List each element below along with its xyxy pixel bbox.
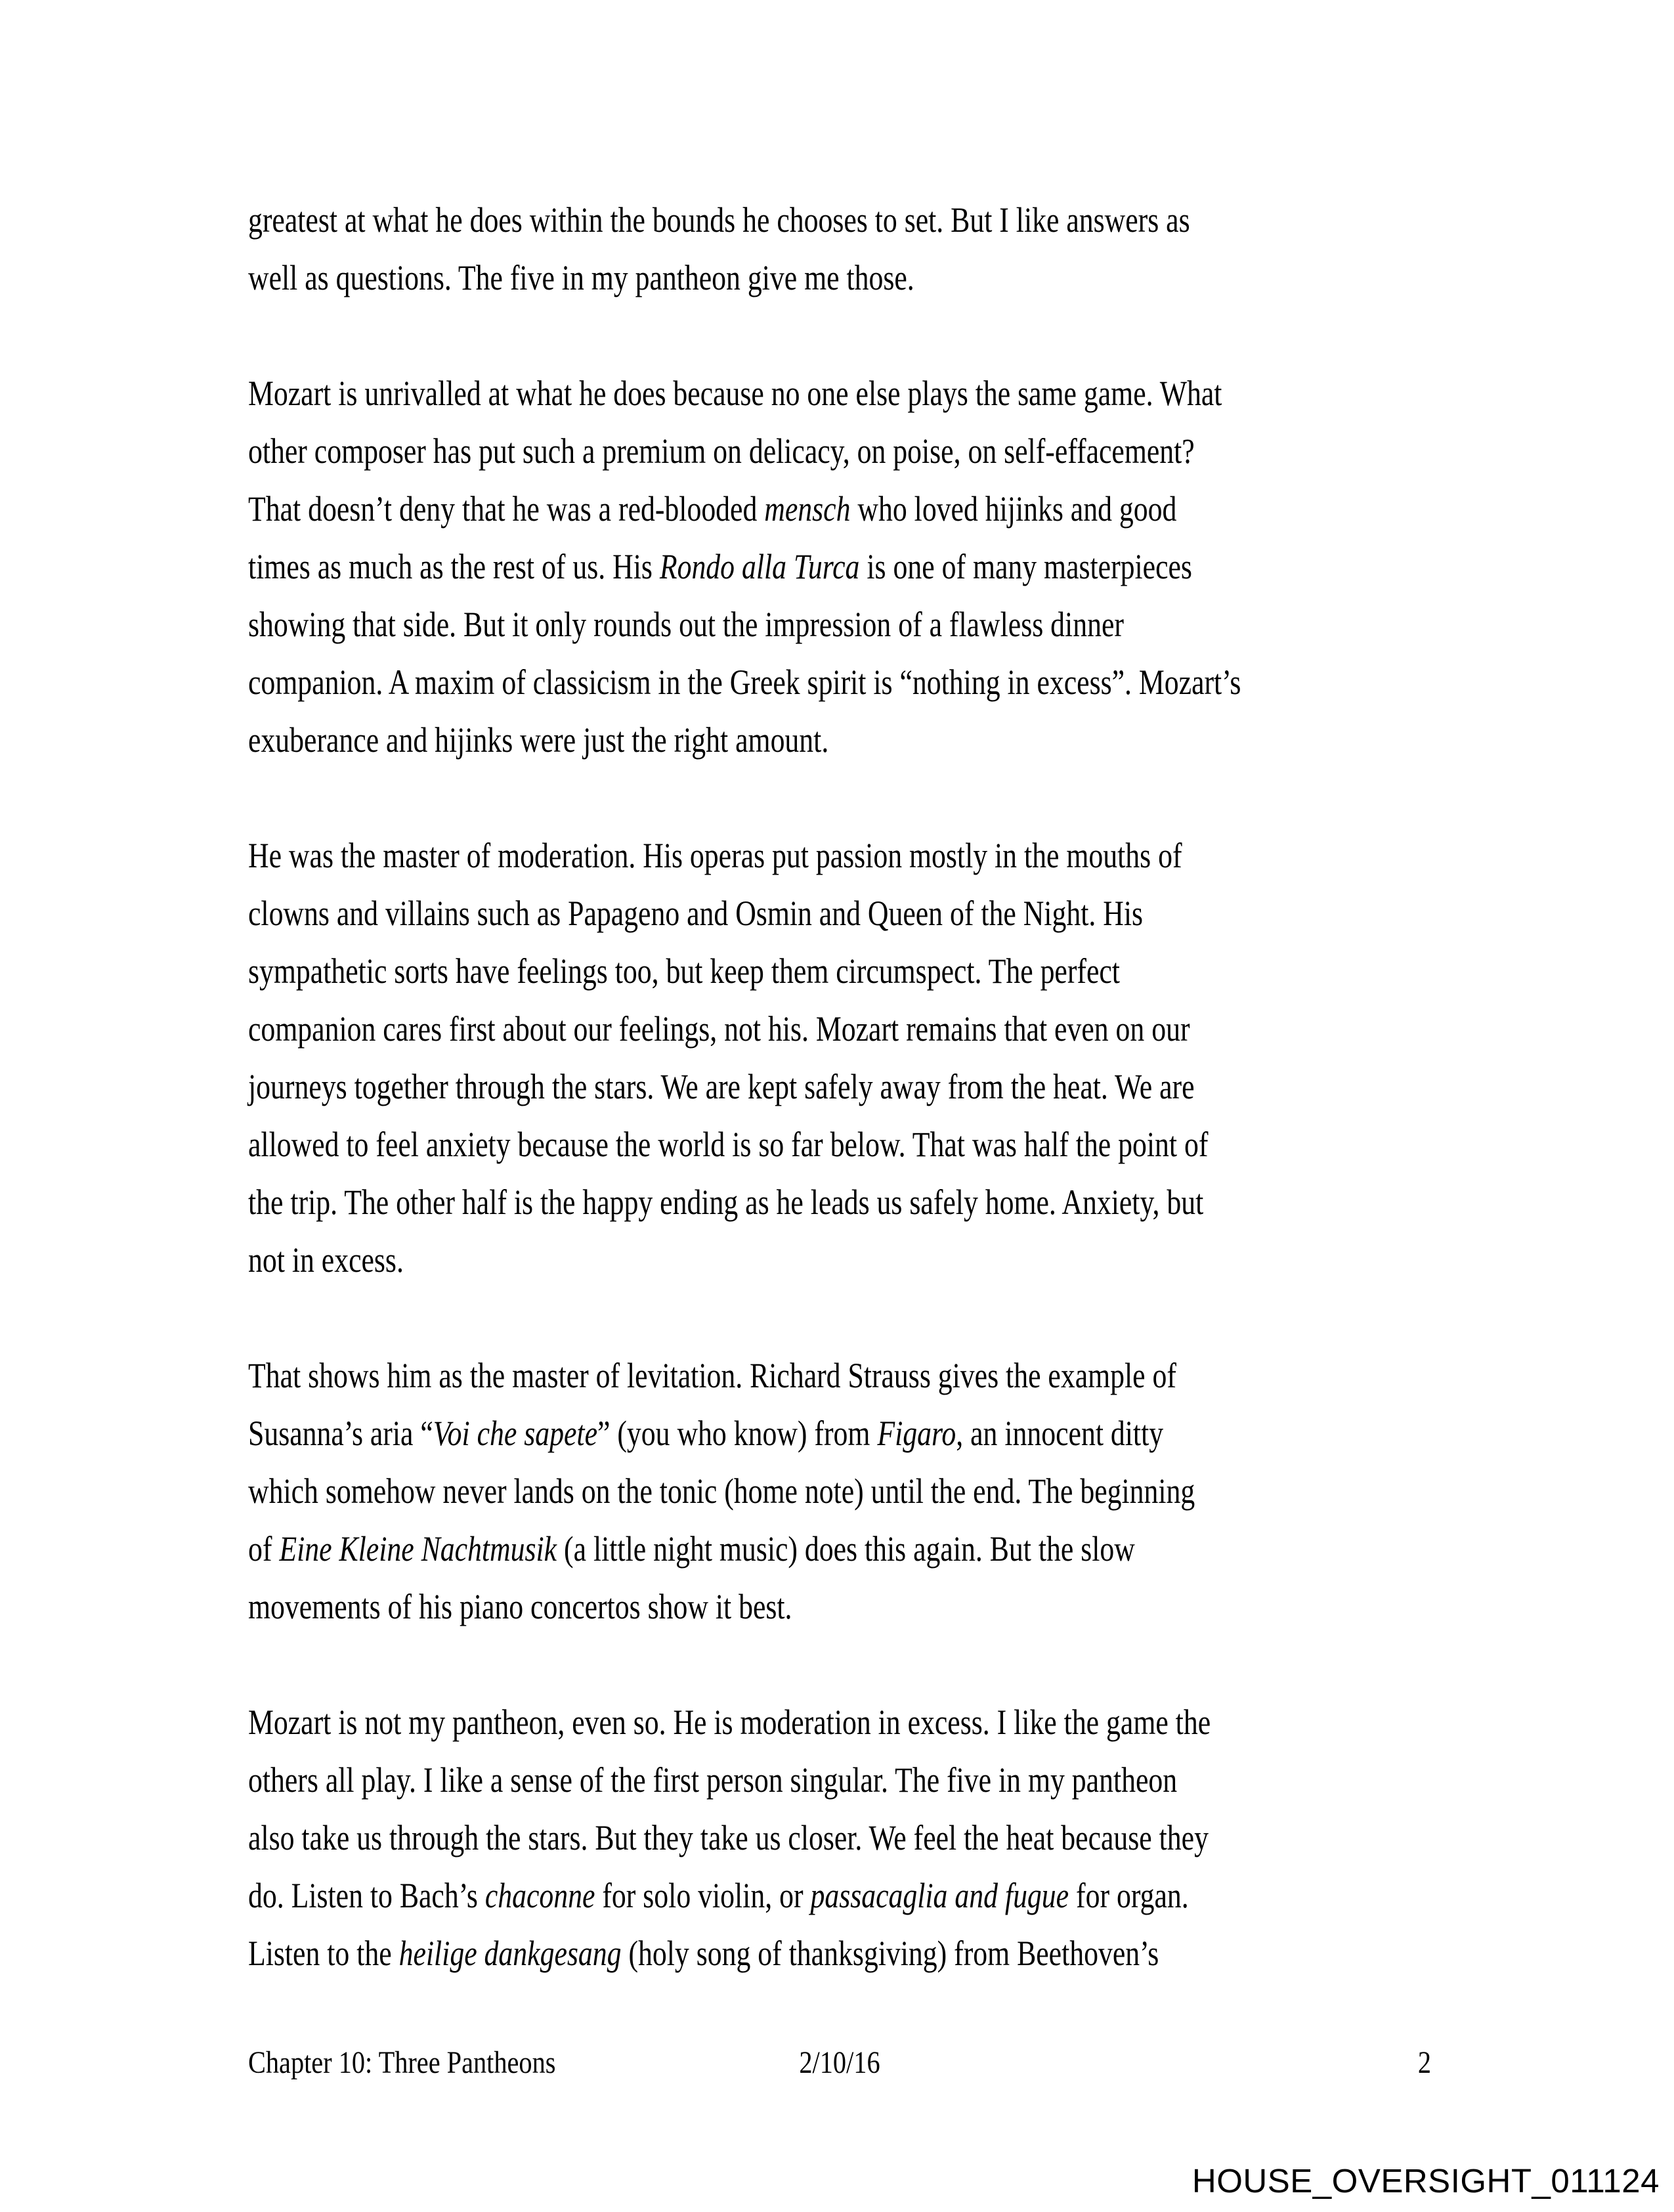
text-line [248, 1462, 1211, 1520]
text-line [248, 1751, 1211, 1809]
text-run: for solo violin, or [595, 1876, 811, 1915]
paragraph [248, 191, 1436, 307]
text-line [248, 1116, 1211, 1173]
footer-page-number: 2 [1417, 2045, 1431, 2080]
text-line [248, 1578, 1211, 1636]
text-run: , an innocent ditty [956, 1414, 1164, 1453]
text-run: Listen to the [248, 1934, 399, 1973]
text-run: who loved hijinks and good [850, 489, 1177, 529]
italic-run: heilige dankgesang [398, 1934, 622, 1973]
text-line [248, 1520, 1211, 1578]
text-line [248, 249, 1211, 307]
text-line [248, 653, 1241, 711]
text-run: others all play. I like a sense of the first person singular. The five in my pantheon [248, 1760, 1178, 1800]
text-run: (a little night music) does this again. But the slow [557, 1529, 1135, 1569]
text-run: is one of many masterpieces [859, 547, 1192, 586]
italic-run: Voi che sapete [433, 1414, 598, 1453]
italic-run: Rondo alla Turca [659, 547, 860, 586]
footer-chapter-title: Chapter 10: Three Pantheons [248, 2045, 556, 2080]
text-run: That doesn’t deny that he was a red-blooded [248, 489, 765, 529]
text-run: not in excess. [248, 1240, 404, 1280]
text-line [248, 1693, 1211, 1751]
text-line [248, 480, 1211, 538]
text-line [248, 538, 1211, 596]
text-run: Susanna’s aria “ [248, 1414, 433, 1453]
text-line [248, 1231, 1211, 1289]
text-run: Mozart is not my pantheon, even so. He is moderation in excess. I like the game the [248, 1702, 1211, 1742]
text-run: showing that side. But it only rounds out the impression of a flawless dinner [248, 605, 1124, 644]
text-run: ” (you who know) from [597, 1414, 878, 1453]
text-line [248, 1924, 1211, 1982]
text-run: (holy song of thanksgiving) from Beethoven’s [621, 1934, 1159, 1973]
footer-date: 2/10/16 [799, 2045, 880, 2080]
italic-run: chaconne [484, 1876, 595, 1915]
text-run: of [248, 1529, 280, 1569]
paragraph [248, 827, 1436, 1289]
bates-stamp: HOUSE_OVERSIGHT_011124 [1191, 2162, 1660, 2200]
text-line [248, 942, 1211, 1000]
text-run: companion cares first about our feelings, not his. Mozart remains that even on our [248, 1009, 1190, 1049]
text-line [248, 191, 1211, 249]
text-line [248, 1173, 1211, 1231]
text-run: other composer has put such a premium on delicacy, on poise, on self-effacement? [248, 431, 1195, 471]
text-run: Mozart is unrivalled at what he does because no one else plays the same game. What [248, 374, 1222, 413]
italic-run: passacaglia and fugue [810, 1876, 1069, 1915]
paragraph [248, 364, 1436, 769]
text-run: movements of his piano concertos show it best. [248, 1587, 792, 1626]
text-line [248, 1404, 1211, 1462]
text-run: journeys together through the stars. We are kept safely away from the heat. We are [248, 1067, 1195, 1106]
page-footer [248, 2034, 1431, 2092]
text-line [248, 1058, 1211, 1116]
text-line [248, 711, 1211, 769]
text-run: times as much as the rest of us. His [248, 547, 660, 586]
text-line [248, 884, 1211, 942]
text-run: allowed to feel anxiety because the world is so far below. That was half the point of [248, 1125, 1209, 1164]
text-line [248, 1809, 1211, 1867]
text-run: do. Listen to Bach’s [248, 1876, 485, 1915]
text-line [248, 1347, 1211, 1404]
text-line [248, 827, 1211, 884]
text-run: sympathetic sorts have feelings too, but keep them circumspect. The perfect [248, 951, 1120, 991]
text-run: He was the master of moderation. His operas put passion mostly in the mouths of [248, 836, 1182, 875]
italic-run: Eine Kleine Nachtmusik [279, 1529, 557, 1569]
text-line [248, 422, 1211, 480]
text-run: companion. A maxim of classicism in the Greek spirit is “nothing in excess”. Mozart’s [248, 662, 1241, 702]
paragraph [248, 1347, 1436, 1636]
text-run: clowns and villains such as Papageno and Osmin and Queen of the Night. His [248, 894, 1143, 933]
text-run: greatest at what he does within the bounds he chooses to set. But I like answers as [248, 200, 1190, 240]
text-run: exuberance and hijinks were just the right amount. [248, 720, 829, 760]
text-line [248, 596, 1211, 653]
text-run: for organ. [1069, 1876, 1189, 1915]
text-run: well as questions. The five in my pantheon give me those. [248, 258, 914, 297]
text-run: which somehow never lands on the tonic (home note) until the end. The beginning [248, 1471, 1195, 1511]
text-run: also take us through the stars. But they take us closer. We feel the heat because they [248, 1818, 1209, 1857]
manuscript-text [248, 191, 1436, 2040]
text-run: the trip. The other half is the happy ending as he leads us safely home. Anxiety, but [248, 1182, 1204, 1222]
text-line [248, 1867, 1211, 1924]
italic-run: Figaro [877, 1414, 956, 1453]
text-line [248, 1000, 1211, 1058]
italic-run: mensch [764, 489, 851, 529]
text-line [248, 364, 1222, 422]
text-run: That shows him as the master of levitation. Richard Strauss gives the example of [248, 1356, 1176, 1395]
paragraph [248, 1693, 1436, 1982]
